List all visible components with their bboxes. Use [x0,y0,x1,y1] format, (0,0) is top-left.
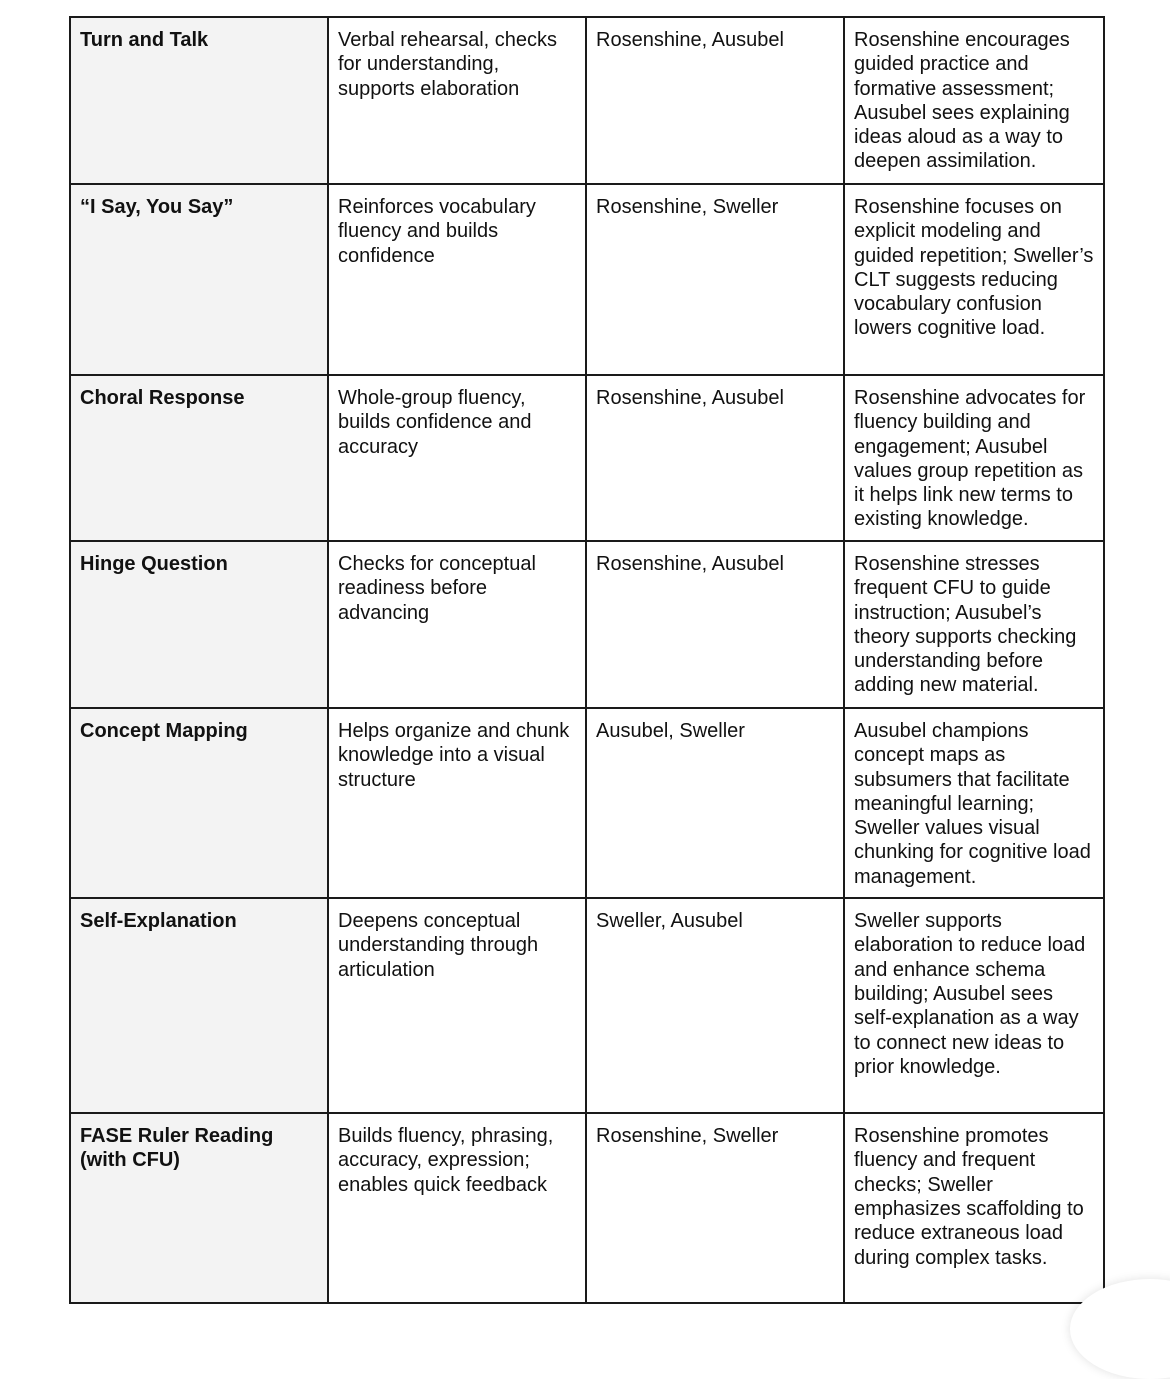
strategy-cell: Concept Mapping [70,708,328,898]
rationale-cell: Sweller supports elaboration to reduce load and enhance schema building; Ausubel sees self-explanation as a way to connect new ideas to prior knowledge. [844,898,1104,1113]
table-row [70,898,1104,1113]
theorists-cell: Rosenshine, Sweller [586,1113,844,1303]
rationale-cell: Rosenshine advocates for fluency building and engagement; Ausubel values group repetition as it helps link new terms to existing knowledge. [844,375,1104,541]
purpose-cell: Whole-group fluency, builds confidence and accuracy [328,375,586,541]
table-row [70,184,1104,375]
theorists-cell: Rosenshine, Ausubel [586,375,844,541]
table-row [70,541,1104,708]
rationale-cell: Rosenshine focuses on explicit modeling and guided repetition; Sweller’s CLT suggests reducing vocabulary confusion lowers cognitive load. [844,184,1104,375]
rationale-cell: Ausubel champions concept maps as subsumers that facilitate meaningful learning; Sweller values visual chunking for cognitive load management. [844,708,1104,898]
rationale-cell: Rosenshine encourages guided practice and formative assessment; Ausubel sees explaining ideas aloud as a way to deepen assimilation. [844,17,1104,184]
theorists-cell: Ausubel, Sweller [586,708,844,898]
theorists-cell: Rosenshine, Ausubel [586,541,844,708]
theorists-cell: Sweller, Ausubel [586,898,844,1113]
strategy-cell: Turn and Talk [70,17,328,184]
table-row [70,1113,1104,1303]
purpose-cell: Helps organize and chunk knowledge into a visual structure [328,708,586,898]
purpose-cell: Reinforces vocabulary fluency and builds confidence [328,184,586,375]
rationale-cell: Rosenshine promotes fluency and frequent checks; Sweller emphasizes scaffolding to reduce extraneous load during complex tasks. [844,1113,1104,1303]
rationale-cell: Rosenshine stresses frequent CFU to guide instruction; Ausubel’s theory supports checking understanding before adding new material. [844,541,1104,708]
table-row [70,375,1104,541]
purpose-cell: Deepens conceptual understanding through articulation [328,898,586,1113]
purpose-cell: Builds fluency, phrasing, accuracy, expression; enables quick feedback [328,1113,586,1303]
strategy-cell: “I Say, You Say” [70,184,328,375]
theorists-cell: Rosenshine, Sweller [586,184,844,375]
theorists-cell: Rosenshine, Ausubel [586,17,844,184]
strategy-theory-table [69,16,1105,1304]
strategy-cell: Hinge Question [70,541,328,708]
purpose-cell: Checks for conceptual readiness before advancing [328,541,586,708]
strategy-cell: FASE Ruler Reading (with CFU) [70,1113,328,1303]
table-row [70,17,1104,184]
table-row [70,708,1104,898]
purpose-cell: Verbal rehearsal, checks for understanding, supports elaboration [328,17,586,184]
strategy-cell: Choral Response [70,375,328,541]
strategy-cell: Self-Explanation [70,898,328,1113]
